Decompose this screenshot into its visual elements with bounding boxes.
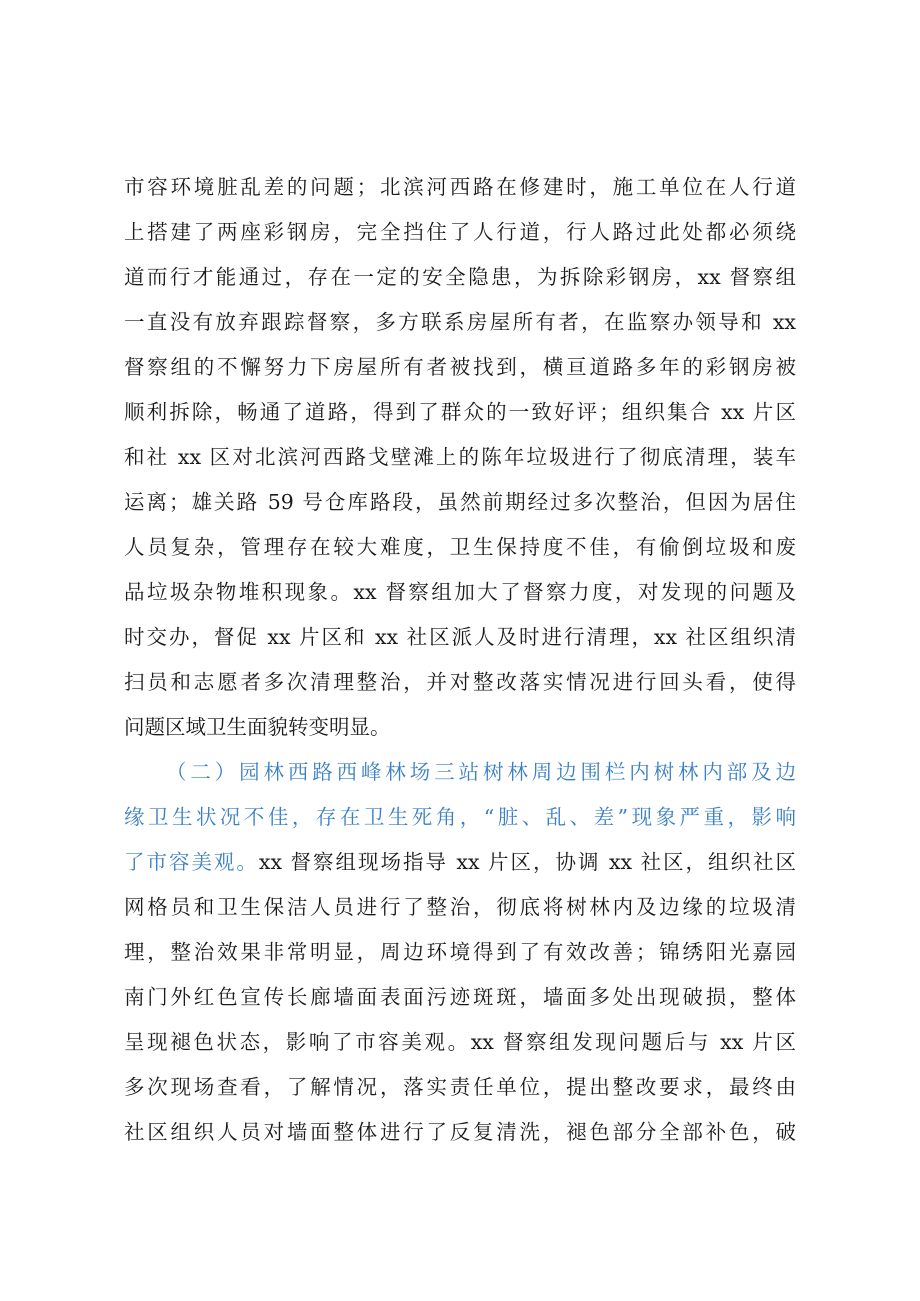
- paragraph-line: 道而行才能通过，存在一定的安全隐患，为拆除彩钢房，xx 督察组: [124, 265, 796, 289]
- paragraph-line: 顺利拆除，畅通了道路，得到了群众的一致好评；组织集合 xx 片区: [124, 400, 796, 424]
- paragraph-line: 品垃圾杂物堆积现象。xx 督察组加大了督察力度，对发现的问题及: [124, 580, 796, 604]
- section-heading-line: 缘卫生状况不佳，存在卫生死角，“脏、乱、差”现象严重，影响: [124, 805, 796, 829]
- paragraph-2: [124, 750, 796, 1155]
- paragraph-1: [124, 165, 796, 750]
- paragraph-line: 督察组的不懈努力下房屋所有者被找到，横亘道路多年的彩钢房被: [124, 355, 796, 379]
- paragraph-line: 理，整治效果非常明显，周边环境得到了有效改善；锦绣阳光嘉园: [124, 940, 796, 964]
- paragraph-line: 一直没有放弃跟踪督察，多方联系房屋所有者，在监察办领导和 xx: [124, 310, 796, 334]
- section-heading-line: （二）园林西路西峰林场三站树林周边围栏内树林内部及边: [166, 760, 796, 784]
- paragraph-line: 南门外红色宣传长廊墙面表面污迹斑斑，墙面多处出现破损，整体: [124, 985, 796, 1009]
- paragraph-line: 扫员和志愿者多次清理整治，并对整改落实情况进行回头看，使得: [124, 670, 796, 694]
- paragraph-line: 问题区域卫生面貌转变明显。: [124, 715, 391, 739]
- paragraph-line: 社区组织人员对墙面整体进行了反复清洗，褪色部分全部补色，破: [124, 1120, 796, 1144]
- paragraph-line: 多次现场查看，了解情况，落实责任单位，提出整改要求，最终由: [124, 1075, 796, 1099]
- paragraph-line: 人员复杂，管理存在较大难度，卫生保持度不佳，有偷倒垃圾和废: [124, 535, 796, 559]
- section-heading-tail: 了市容美观。: [124, 850, 259, 874]
- document-body: [124, 165, 796, 1155]
- paragraph-line: 网格员和卫生保洁人员进行了整治，彻底将树林内及边缘的垃圾清: [124, 895, 796, 919]
- paragraph-line: 呈现褪色状态，影响了市容美观。xx 督察组发现问题后与 xx 片区: [124, 1030, 796, 1054]
- paragraph-line-rest: xx 督察组现场指导 xx 片区，协调 xx 社区，组织社区: [258, 850, 796, 874]
- paragraph-line: 时交办，督促 xx 片区和 xx 社区派人及时进行清理，xx 社区组织清: [124, 625, 796, 649]
- paragraph-line-mixed: [124, 840, 796, 885]
- paragraph-line: 市容环境脏乱差的问题；北滨河西路在修建时，施工单位在人行道: [124, 175, 796, 199]
- paragraph-line: 运离；雄关路 59 号仓库路段，虽然前期经过多次整治，但因为居住: [124, 490, 796, 514]
- paragraph-line: 上搭建了两座彩钢房，完全挡住了人行道，行人路过此处都必须绕: [124, 220, 796, 244]
- paragraph-line: 和社 xx 区对北滨河西路戈壁滩上的陈年垃圾进行了彻底清理，装车: [124, 445, 796, 469]
